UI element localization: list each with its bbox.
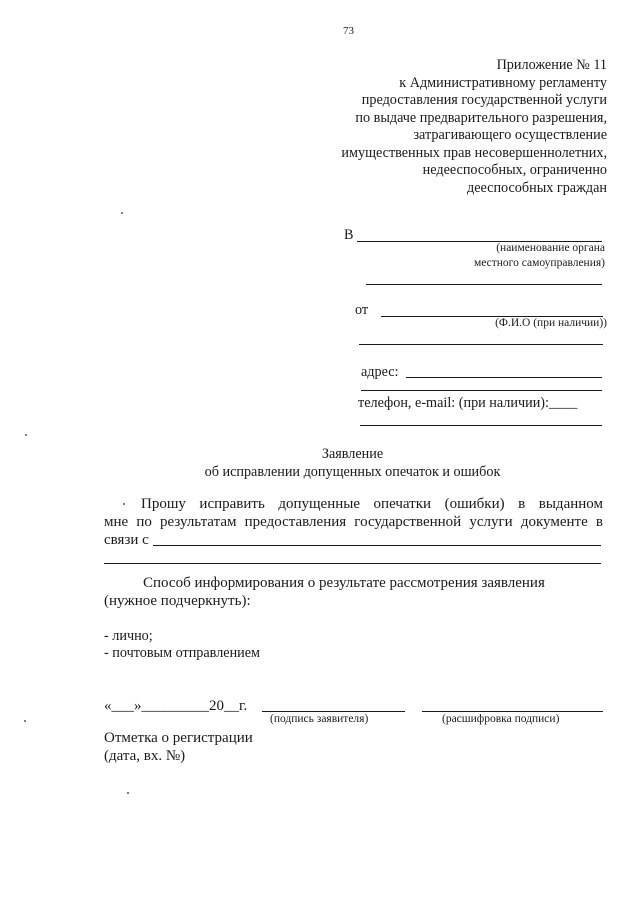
header-line: затрагивающего осуществление <box>413 127 607 143</box>
header-line: недееспособных, ограниченно <box>422 162 607 178</box>
notify-method-line-2: (нужное подчеркнуть): <box>104 593 251 609</box>
address-field-line-2[interactable] <box>361 390 602 391</box>
address-label: адрес: <box>361 364 399 380</box>
phone-field-line[interactable] <box>360 425 602 426</box>
document-title: Заявление <box>321 446 384 462</box>
page-number: 73 <box>343 25 354 37</box>
header-line: дееспособных граждан <box>467 180 607 196</box>
from-hint: (Ф.И.О (при наличии)) <box>495 317 607 329</box>
option-in-person[interactable]: - лично; <box>104 628 153 644</box>
to-hint-line2: местного самоуправления) <box>473 257 605 269</box>
header-line: по выдаче предварительного разрешения, <box>355 110 607 126</box>
scan-speck <box>24 720 26 722</box>
reason-field-line-2[interactable] <box>104 563 601 564</box>
option-by-mail[interactable]: - почтовым отправлением <box>104 645 261 661</box>
from-field-line-2[interactable] <box>359 344 603 345</box>
document-subtitle: об исправлении допущенных опечаток и ошибок <box>204 464 501 480</box>
scan-speck <box>127 792 129 794</box>
header-line: Приложение № 11 <box>496 57 607 73</box>
to-hint-line1: (наименование органа <box>496 242 605 254</box>
phone-label: телефон, e-mail: (при наличии):____ <box>358 395 578 411</box>
request-line-1: Прошу исправить допущенные опечатки (ошибки) в выданном <box>141 496 603 512</box>
request-line-2: мне по результатам предоставления государственной услуги документе в <box>104 514 603 530</box>
signature-hint: (подпись заявителя) <box>270 713 369 725</box>
header-line: предоставления государственной услуги <box>361 92 607 108</box>
registration-date-number: (дата, вх. №) <box>104 748 186 764</box>
decoding-hint: (расшифровка подписи) <box>442 713 560 725</box>
signature-decoding-line[interactable] <box>422 711 603 712</box>
scan-speck <box>25 434 27 436</box>
date-field[interactable]: «___»_________20__г. <box>104 698 248 714</box>
address-field-line[interactable] <box>406 377 602 378</box>
to-prefix: В <box>344 227 354 243</box>
signature-line[interactable] <box>262 711 405 712</box>
scan-speck <box>123 503 125 505</box>
request-line-3: связи с <box>104 532 149 548</box>
header-line: к Административному регламенту <box>399 75 607 91</box>
header-line: имущественных прав несовершеннолетних, <box>341 145 607 161</box>
scan-speck <box>121 212 123 214</box>
reason-field-line[interactable] <box>153 545 601 546</box>
registration-mark: Отметка о регистрации <box>104 730 253 746</box>
to-field-line-2[interactable] <box>366 284 602 285</box>
from-prefix: от <box>355 302 369 318</box>
notify-method-line-1: Способ информирования о результате рассмотрения заявления <box>143 575 545 591</box>
